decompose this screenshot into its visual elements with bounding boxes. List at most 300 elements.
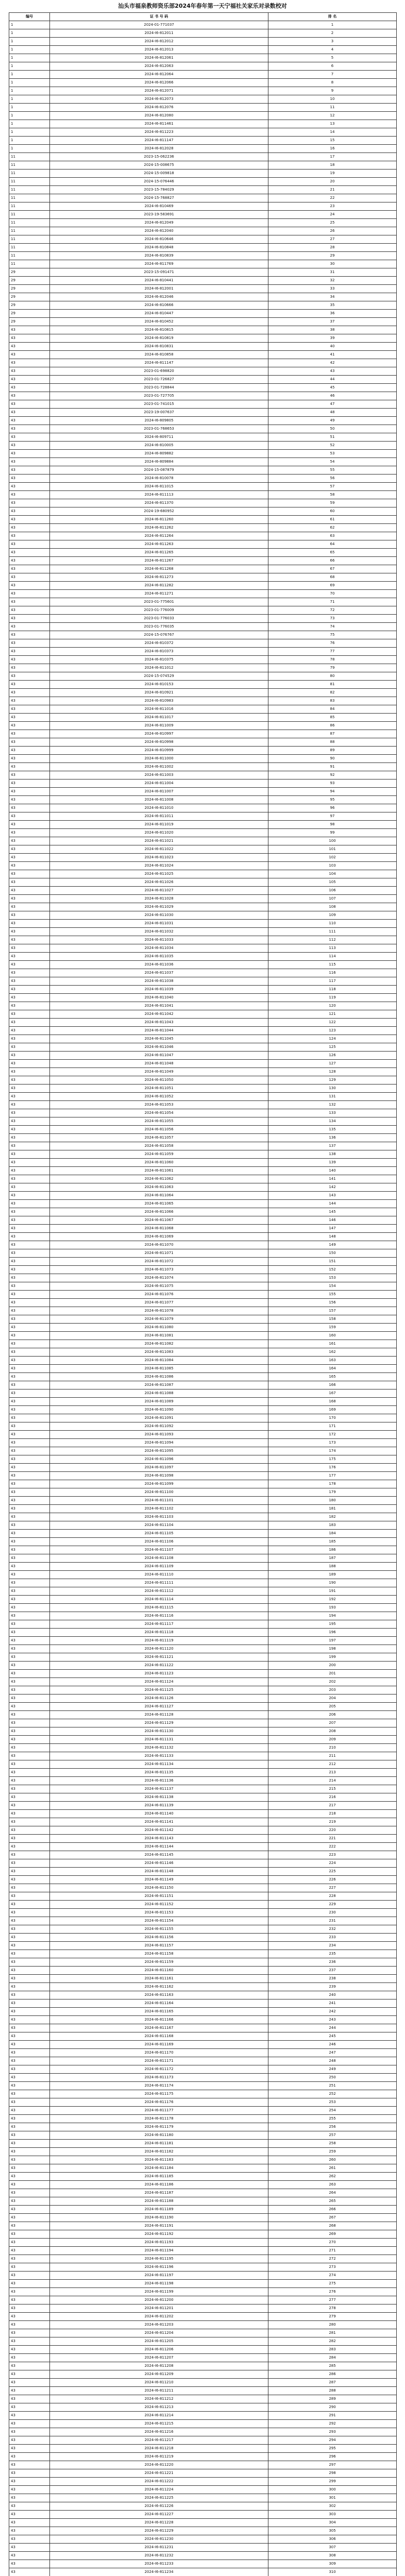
row-number-cell: 1	[9, 46, 50, 54]
table-row	[9, 1183, 397, 1192]
rank-cell: 221	[268, 1835, 397, 1843]
row-number-cell: 43	[9, 2272, 50, 2280]
row-number-cell: 43	[9, 1175, 50, 1183]
row-number-cell: 43	[9, 2214, 50, 2222]
header-rank: 排 名	[268, 13, 397, 21]
table-row	[9, 384, 397, 392]
rank-cell: 21	[268, 186, 397, 194]
table-row	[9, 837, 397, 845]
rank-cell: 198	[268, 1645, 397, 1653]
row-number-cell: 43	[9, 1340, 50, 1348]
table-row	[9, 2420, 397, 2428]
certificate-id-cell: 2024-15-008675	[50, 161, 268, 170]
table-row	[9, 2098, 397, 2107]
row-number-cell: 43	[9, 1546, 50, 1554]
table-row	[9, 1373, 397, 1381]
certificate-id-cell: 2024-I6-811098	[50, 1472, 268, 1480]
certificate-id-cell: 2024-I6-811031	[50, 920, 268, 928]
row-number-cell: 43	[9, 1183, 50, 1192]
rank-cell: 110	[268, 920, 397, 928]
row-number-cell: 43	[9, 1637, 50, 1645]
rank-cell: 86	[268, 722, 397, 730]
certificate-id-cell: 2023-15-784029	[50, 186, 268, 194]
certificate-id-cell: 2024-I6-811127	[50, 1703, 268, 1711]
row-number-cell: 43	[9, 1389, 50, 1398]
certificate-id-cell: 2024-I6-811052	[50, 1093, 268, 1101]
rank-cell: 106	[268, 887, 397, 895]
row-number-cell: 43	[9, 1060, 50, 1068]
row-number-cell: 43	[9, 1084, 50, 1093]
table-row	[9, 1876, 397, 1884]
row-number-cell: 1	[9, 38, 50, 46]
row-number-cell: 43	[9, 326, 50, 334]
row-number-cell: 43	[9, 2436, 50, 2445]
rank-cell: 25	[268, 219, 397, 227]
table-row	[9, 433, 397, 442]
certificate-id-cell: 2024-I6-811036	[50, 961, 268, 969]
table-row	[9, 128, 397, 137]
certificate-id-cell: 2024-I6-811069	[50, 1233, 268, 1241]
row-number-cell: 43	[9, 1752, 50, 1760]
certificate-id-cell: 2024-I6-811125	[50, 1686, 268, 1694]
table-row	[9, 29, 397, 38]
row-number-cell: 43	[9, 557, 50, 565]
rank-cell: 193	[268, 1604, 397, 1612]
certificate-id-cell: 2024-I6-811103	[50, 1513, 268, 1521]
certificate-id-cell: 2024-I6-811008	[50, 796, 268, 804]
row-number-cell: 43	[9, 565, 50, 573]
row-number-cell: 1	[9, 71, 50, 79]
row-number-cell: 43	[9, 367, 50, 376]
certificate-id-cell: 2024-I6-811035	[50, 953, 268, 961]
row-number-cell: 43	[9, 986, 50, 994]
certificate-id-cell: 2024-I6-812013	[50, 46, 268, 54]
table-row	[9, 2321, 397, 2329]
table-row	[9, 1769, 397, 1777]
certificate-id-cell: 2024-I6-811115	[50, 1604, 268, 1612]
rank-cell: 11	[268, 104, 397, 112]
table-row	[9, 2148, 397, 2156]
certificate-id-cell: 2024-I6-811085	[50, 1365, 268, 1373]
rank-cell: 95	[268, 796, 397, 804]
certificate-id-cell: 2024-I6-811144	[50, 1843, 268, 1851]
table-row	[9, 425, 397, 433]
certificate-id-cell: 2024-I6-811032	[50, 928, 268, 936]
rank-cell: 167	[268, 1389, 397, 1398]
certificate-id-cell: 2024-I6-811068	[50, 1225, 268, 1233]
table-row	[9, 1084, 397, 1093]
row-number-cell: 11	[9, 202, 50, 211]
row-number-cell: 43	[9, 376, 50, 384]
row-number-cell: 43	[9, 903, 50, 911]
rank-cell: 142	[268, 1183, 397, 1192]
certificate-id-cell: 2024-I6-810447	[50, 310, 268, 318]
row-number-cell: 43	[9, 1810, 50, 1818]
table-row	[9, 1241, 397, 1249]
table-row	[9, 590, 397, 598]
certificate-id-cell: 2024-I6-811172	[50, 2065, 268, 2074]
table-row	[9, 1835, 397, 1843]
certificate-id-cell: 2024-I6-811020	[50, 829, 268, 837]
table-row	[9, 1868, 397, 1876]
row-number-cell: 43	[9, 1398, 50, 1406]
table-row	[9, 2544, 397, 2552]
rank-cell: 208	[268, 1727, 397, 1736]
certificate-id-cell: 2024-I6-811083	[50, 1348, 268, 1357]
rank-cell: 255	[268, 2115, 397, 2123]
table-row	[9, 293, 397, 301]
certificate-id-cell: 2024-I6-811273	[50, 573, 268, 582]
rank-cell: 54	[268, 458, 397, 466]
row-number-cell: 43	[9, 870, 50, 878]
rank-cell: 30	[268, 260, 397, 268]
rank-cell: 13	[268, 120, 397, 128]
rank-cell: 222	[268, 1843, 397, 1851]
row-number-cell: 43	[9, 1324, 50, 1332]
rank-cell: 34	[268, 293, 397, 301]
table-row	[9, 1967, 397, 1975]
certificate-id-cell: 2024-I6-812063	[50, 62, 268, 71]
certificate-id-cell: 2024-I6-811111	[50, 1579, 268, 1587]
row-number-cell: 43	[9, 1711, 50, 1719]
certificate-id-cell: 2024-I6-810997	[50, 730, 268, 738]
rank-cell: 96	[268, 804, 397, 812]
rank-cell: 100	[268, 837, 397, 845]
table-row	[9, 878, 397, 887]
table-row	[9, 466, 397, 474]
certificate-id-cell: 2024-I6-811092	[50, 1422, 268, 1431]
rank-cell: 39	[268, 334, 397, 343]
rank-cell: 24	[268, 211, 397, 219]
rank-cell: 215	[268, 1785, 397, 1793]
certificate-id-cell: 2024-I6-811157	[50, 1942, 268, 1950]
row-number-cell: 43	[9, 2552, 50, 2560]
row-number-cell: 43	[9, 648, 50, 656]
document-title: 汕头市福泉教师资乐部2024年春年第一天宁福社关家乐对录数校对	[118, 3, 287, 9]
rank-cell: 245	[268, 2032, 397, 2041]
rank-cell: 59	[268, 499, 397, 507]
table-row	[9, 2445, 397, 2453]
table-row	[9, 120, 397, 128]
row-number-cell: 43	[9, 1406, 50, 1414]
rank-cell: 299	[268, 2478, 397, 2486]
rank-cell: 111	[268, 928, 397, 936]
table-row	[9, 598, 397, 606]
table-row	[9, 936, 397, 944]
certificate-id-cell: 2024-I6-811180	[50, 2131, 268, 2140]
row-number-cell: 43	[9, 1480, 50, 1488]
certificate-id-cell: 2024-I6-811175	[50, 2090, 268, 2098]
rank-cell: 247	[268, 2049, 397, 2057]
table-row	[9, 2065, 397, 2074]
certificate-id-cell: 2023-01-776035	[50, 623, 268, 631]
certificate-id-cell: 2024-I6-810998	[50, 738, 268, 747]
certificate-id-cell: 2024-I6-809711	[50, 433, 268, 442]
row-number-cell: 1	[9, 21, 50, 29]
rank-cell: 196	[268, 1629, 397, 1637]
certificate-id-cell: 2024-I6-811104	[50, 1521, 268, 1530]
table-row	[9, 2131, 397, 2140]
certificate-id-cell: 2024-I6-810848	[50, 244, 268, 252]
rank-cell: 201	[268, 1670, 397, 1678]
table-row	[9, 2181, 397, 2189]
row-number-cell: 43	[9, 1216, 50, 1225]
row-number-cell: 43	[9, 2016, 50, 2024]
certificate-id-cell: 2024-15-009818	[50, 170, 268, 178]
table-row	[9, 895, 397, 903]
row-number-cell: 43	[9, 2197, 50, 2206]
row-number-cell: 43	[9, 1076, 50, 1084]
rank-cell: 109	[268, 911, 397, 920]
row-number-cell: 1	[9, 79, 50, 87]
table-row	[9, 779, 397, 788]
certificate-id-cell: 2024-I6-811000	[50, 755, 268, 763]
table-row	[9, 524, 397, 532]
row-number-cell: 1	[9, 137, 50, 145]
row-number-cell: 43	[9, 1629, 50, 1637]
certificate-id-cell: 2024-I6-811105	[50, 1530, 268, 1538]
row-number-cell: 43	[9, 1282, 50, 1291]
certificate-id-cell: 2024-I6-811078	[50, 1307, 268, 1315]
certificate-id-cell: 2024-I6-811199	[50, 2288, 268, 2296]
row-number-cell: 43	[9, 409, 50, 417]
row-number-cell: 43	[9, 1010, 50, 1019]
row-number-cell: 43	[9, 532, 50, 540]
table-row	[9, 38, 397, 46]
certificate-id-cell: 2024-I6-811110	[50, 1571, 268, 1579]
table-row	[9, 2024, 397, 2032]
table-row	[9, 2090, 397, 2098]
rank-cell: 267	[268, 2214, 397, 2222]
certificate-id-cell: 2024-I6-811147	[50, 359, 268, 367]
row-number-cell: 43	[9, 1934, 50, 1942]
certificate-id-cell: 2024-19-680952	[50, 507, 268, 516]
row-number-cell: 43	[9, 1596, 50, 1604]
certificate-id-cell: 2024-I6-810452	[50, 318, 268, 326]
rank-cell: 85	[268, 714, 397, 722]
table-row	[9, 755, 397, 763]
row-number-cell: 43	[9, 1909, 50, 1917]
table-row	[9, 1579, 397, 1587]
table-row	[9, 2206, 397, 2214]
rank-cell: 121	[268, 1010, 397, 1019]
row-number-cell: 1	[9, 95, 50, 104]
rank-cell: 216	[268, 1793, 397, 1802]
certificate-id-cell: 2024-I6-811121	[50, 1653, 268, 1662]
rank-cell: 77	[268, 648, 397, 656]
rank-cell: 146	[268, 1216, 397, 1225]
rank-cell: 272	[268, 2255, 397, 2263]
certificate-id-cell: 2024-I6-811063	[50, 1183, 268, 1192]
certificate-id-cell: 2024-I6-811023	[50, 854, 268, 862]
table-row	[9, 714, 397, 722]
row-number-cell: 43	[9, 1662, 50, 1670]
certificate-id-cell: 2024-I6-810819	[50, 334, 268, 343]
rank-cell: 246	[268, 2041, 397, 2049]
table-row	[9, 763, 397, 771]
row-number-cell: 43	[9, 854, 50, 862]
rank-cell: 187	[268, 1554, 397, 1563]
rank-cell: 152	[268, 1266, 397, 1274]
table-row	[9, 1464, 397, 1472]
rank-cell: 183	[268, 1521, 397, 1530]
certificate-id-cell: 2024-I6-811076	[50, 1291, 268, 1299]
table-row	[9, 516, 397, 524]
table-row	[9, 1208, 397, 1216]
table-row	[9, 351, 397, 359]
table-row	[9, 2280, 397, 2288]
row-number-cell: 43	[9, 928, 50, 936]
row-number-cell: 43	[9, 747, 50, 755]
rank-cell: 294	[268, 2436, 397, 2445]
rank-cell: 145	[268, 1208, 397, 1216]
table-row	[9, 285, 397, 293]
certificate-id-cell: 2024-I6-811147	[50, 137, 268, 145]
rank-cell: 164	[268, 1365, 397, 1373]
certificate-id-cell: 2024-I6-811146	[50, 1859, 268, 1868]
row-number-cell: 43	[9, 1126, 50, 1134]
rank-cell: 281	[268, 2329, 397, 2337]
table-row	[9, 1670, 397, 1678]
rank-cell: 261	[268, 2164, 397, 2173]
certificate-id-cell: 2024-I6-811139	[50, 1802, 268, 1810]
row-number-cell: 11	[9, 211, 50, 219]
certificate-id-cell: 2024-I6-811122	[50, 1662, 268, 1670]
row-number-cell: 43	[9, 2370, 50, 2379]
table-row	[9, 1159, 397, 1167]
table-row	[9, 532, 397, 540]
certificate-id-cell: 2024-I6-811142	[50, 1826, 268, 1835]
row-number-cell: 43	[9, 343, 50, 351]
table-row	[9, 1150, 397, 1159]
rank-cell: 103	[268, 862, 397, 870]
certificate-id-cell: 2024-I6-811186	[50, 2181, 268, 2189]
table-row	[9, 2436, 397, 2445]
rank-cell: 67	[268, 565, 397, 573]
row-number-cell: 43	[9, 2329, 50, 2337]
certificate-id-cell: 2024-I6-811009	[50, 722, 268, 730]
certificate-id-cell: 2024-I6-811214	[50, 2412, 268, 2420]
certificate-id-cell: 2024-I6-811211	[50, 2387, 268, 2395]
rank-cell: 194	[268, 1612, 397, 1620]
table-row	[9, 161, 397, 170]
row-number-cell: 43	[9, 1233, 50, 1241]
certificate-id-cell: 2024-I6-812080	[50, 112, 268, 120]
table-row	[9, 1744, 397, 1752]
row-number-cell: 29	[9, 301, 50, 310]
row-number-cell: 43	[9, 2354, 50, 2362]
row-number-cell: 43	[9, 2453, 50, 2461]
row-number-cell: 43	[9, 1554, 50, 1563]
certificate-id-cell: 2024-I6-811188	[50, 2197, 268, 2206]
row-number-cell: 11	[9, 244, 50, 252]
table-row	[9, 483, 397, 491]
rank-cell: 182	[268, 1513, 397, 1521]
row-number-cell: 43	[9, 1192, 50, 1200]
row-number-cell: 43	[9, 2057, 50, 2065]
rank-cell: 27	[268, 235, 397, 244]
table-row	[9, 1200, 397, 1208]
rank-cell: 151	[268, 1258, 397, 1266]
table-row	[9, 376, 397, 384]
rank-cell: 212	[268, 1760, 397, 1769]
certificate-id-cell: 2024-I6-811101	[50, 1497, 268, 1505]
table-row	[9, 557, 397, 565]
rank-cell: 275	[268, 2280, 397, 2288]
table-row	[9, 796, 397, 804]
table-row	[9, 2453, 397, 2461]
row-number-cell: 43	[9, 2098, 50, 2107]
table-row	[9, 1793, 397, 1802]
row-number-cell: 43	[9, 804, 50, 812]
row-number-cell: 43	[9, 1315, 50, 1324]
rank-cell: 219	[268, 1818, 397, 1826]
rank-cell: 260	[268, 2156, 397, 2164]
certificate-id-cell: 2024-15-076767	[50, 631, 268, 639]
row-number-cell: 43	[9, 738, 50, 747]
table-row	[9, 623, 397, 631]
table-row	[9, 1365, 397, 1373]
table-row	[9, 1554, 397, 1563]
rank-cell: 122	[268, 1019, 397, 1027]
rank-cell: 174	[268, 1447, 397, 1455]
certificate-id-cell: 2024-I6-811112	[50, 1587, 268, 1596]
table-row	[9, 1472, 397, 1480]
table-row	[9, 1126, 397, 1134]
rank-cell: 211	[268, 1752, 397, 1760]
table-row	[9, 1678, 397, 1686]
table-row	[9, 1192, 397, 1200]
rank-cell: 291	[268, 2412, 397, 2420]
certificate-id-cell: 2024-I6-811232	[50, 2552, 268, 2560]
table-row	[9, 648, 397, 656]
certificate-id-cell: 2024-I6-811048	[50, 1060, 268, 1068]
table-row	[9, 1999, 397, 2008]
certificate-id-cell: 2024-I6-811064	[50, 1192, 268, 1200]
rank-cell: 29	[268, 252, 397, 260]
table-row	[9, 491, 397, 499]
row-number-cell: 43	[9, 2115, 50, 2123]
table-row	[9, 1324, 397, 1332]
rank-cell: 206	[268, 1711, 397, 1719]
rank-cell: 240	[268, 1991, 397, 1999]
certificate-id-cell: 2024-I6-811219	[50, 2453, 268, 2461]
rank-cell: 134	[268, 1117, 397, 1126]
rank-cell: 234	[268, 1942, 397, 1950]
certificate-id-cell: 2023-01-775601	[50, 598, 268, 606]
table-row	[9, 1596, 397, 1604]
rank-cell: 112	[268, 936, 397, 944]
row-number-cell: 43	[9, 771, 50, 779]
certificate-id-cell: 2024-I6-811081	[50, 1332, 268, 1340]
row-number-cell: 43	[9, 779, 50, 788]
certificate-id-cell: 2024-I6-811015	[50, 483, 268, 491]
table-row	[9, 854, 397, 862]
certificate-id-cell: 2024-I6-811051	[50, 1084, 268, 1093]
row-number-cell: 43	[9, 2280, 50, 2288]
table-row	[9, 920, 397, 928]
row-number-cell: 29	[9, 285, 50, 293]
rank-cell: 175	[268, 1455, 397, 1464]
table-row	[9, 1958, 397, 1967]
certificate-id-cell: 2024-I6-811159	[50, 1958, 268, 1967]
rank-cell: 278	[268, 2304, 397, 2313]
row-number-cell: 43	[9, 1093, 50, 1101]
table-row	[9, 1620, 397, 1629]
row-number-cell: 43	[9, 2032, 50, 2041]
table-row	[9, 186, 397, 194]
table-row	[9, 1901, 397, 1909]
